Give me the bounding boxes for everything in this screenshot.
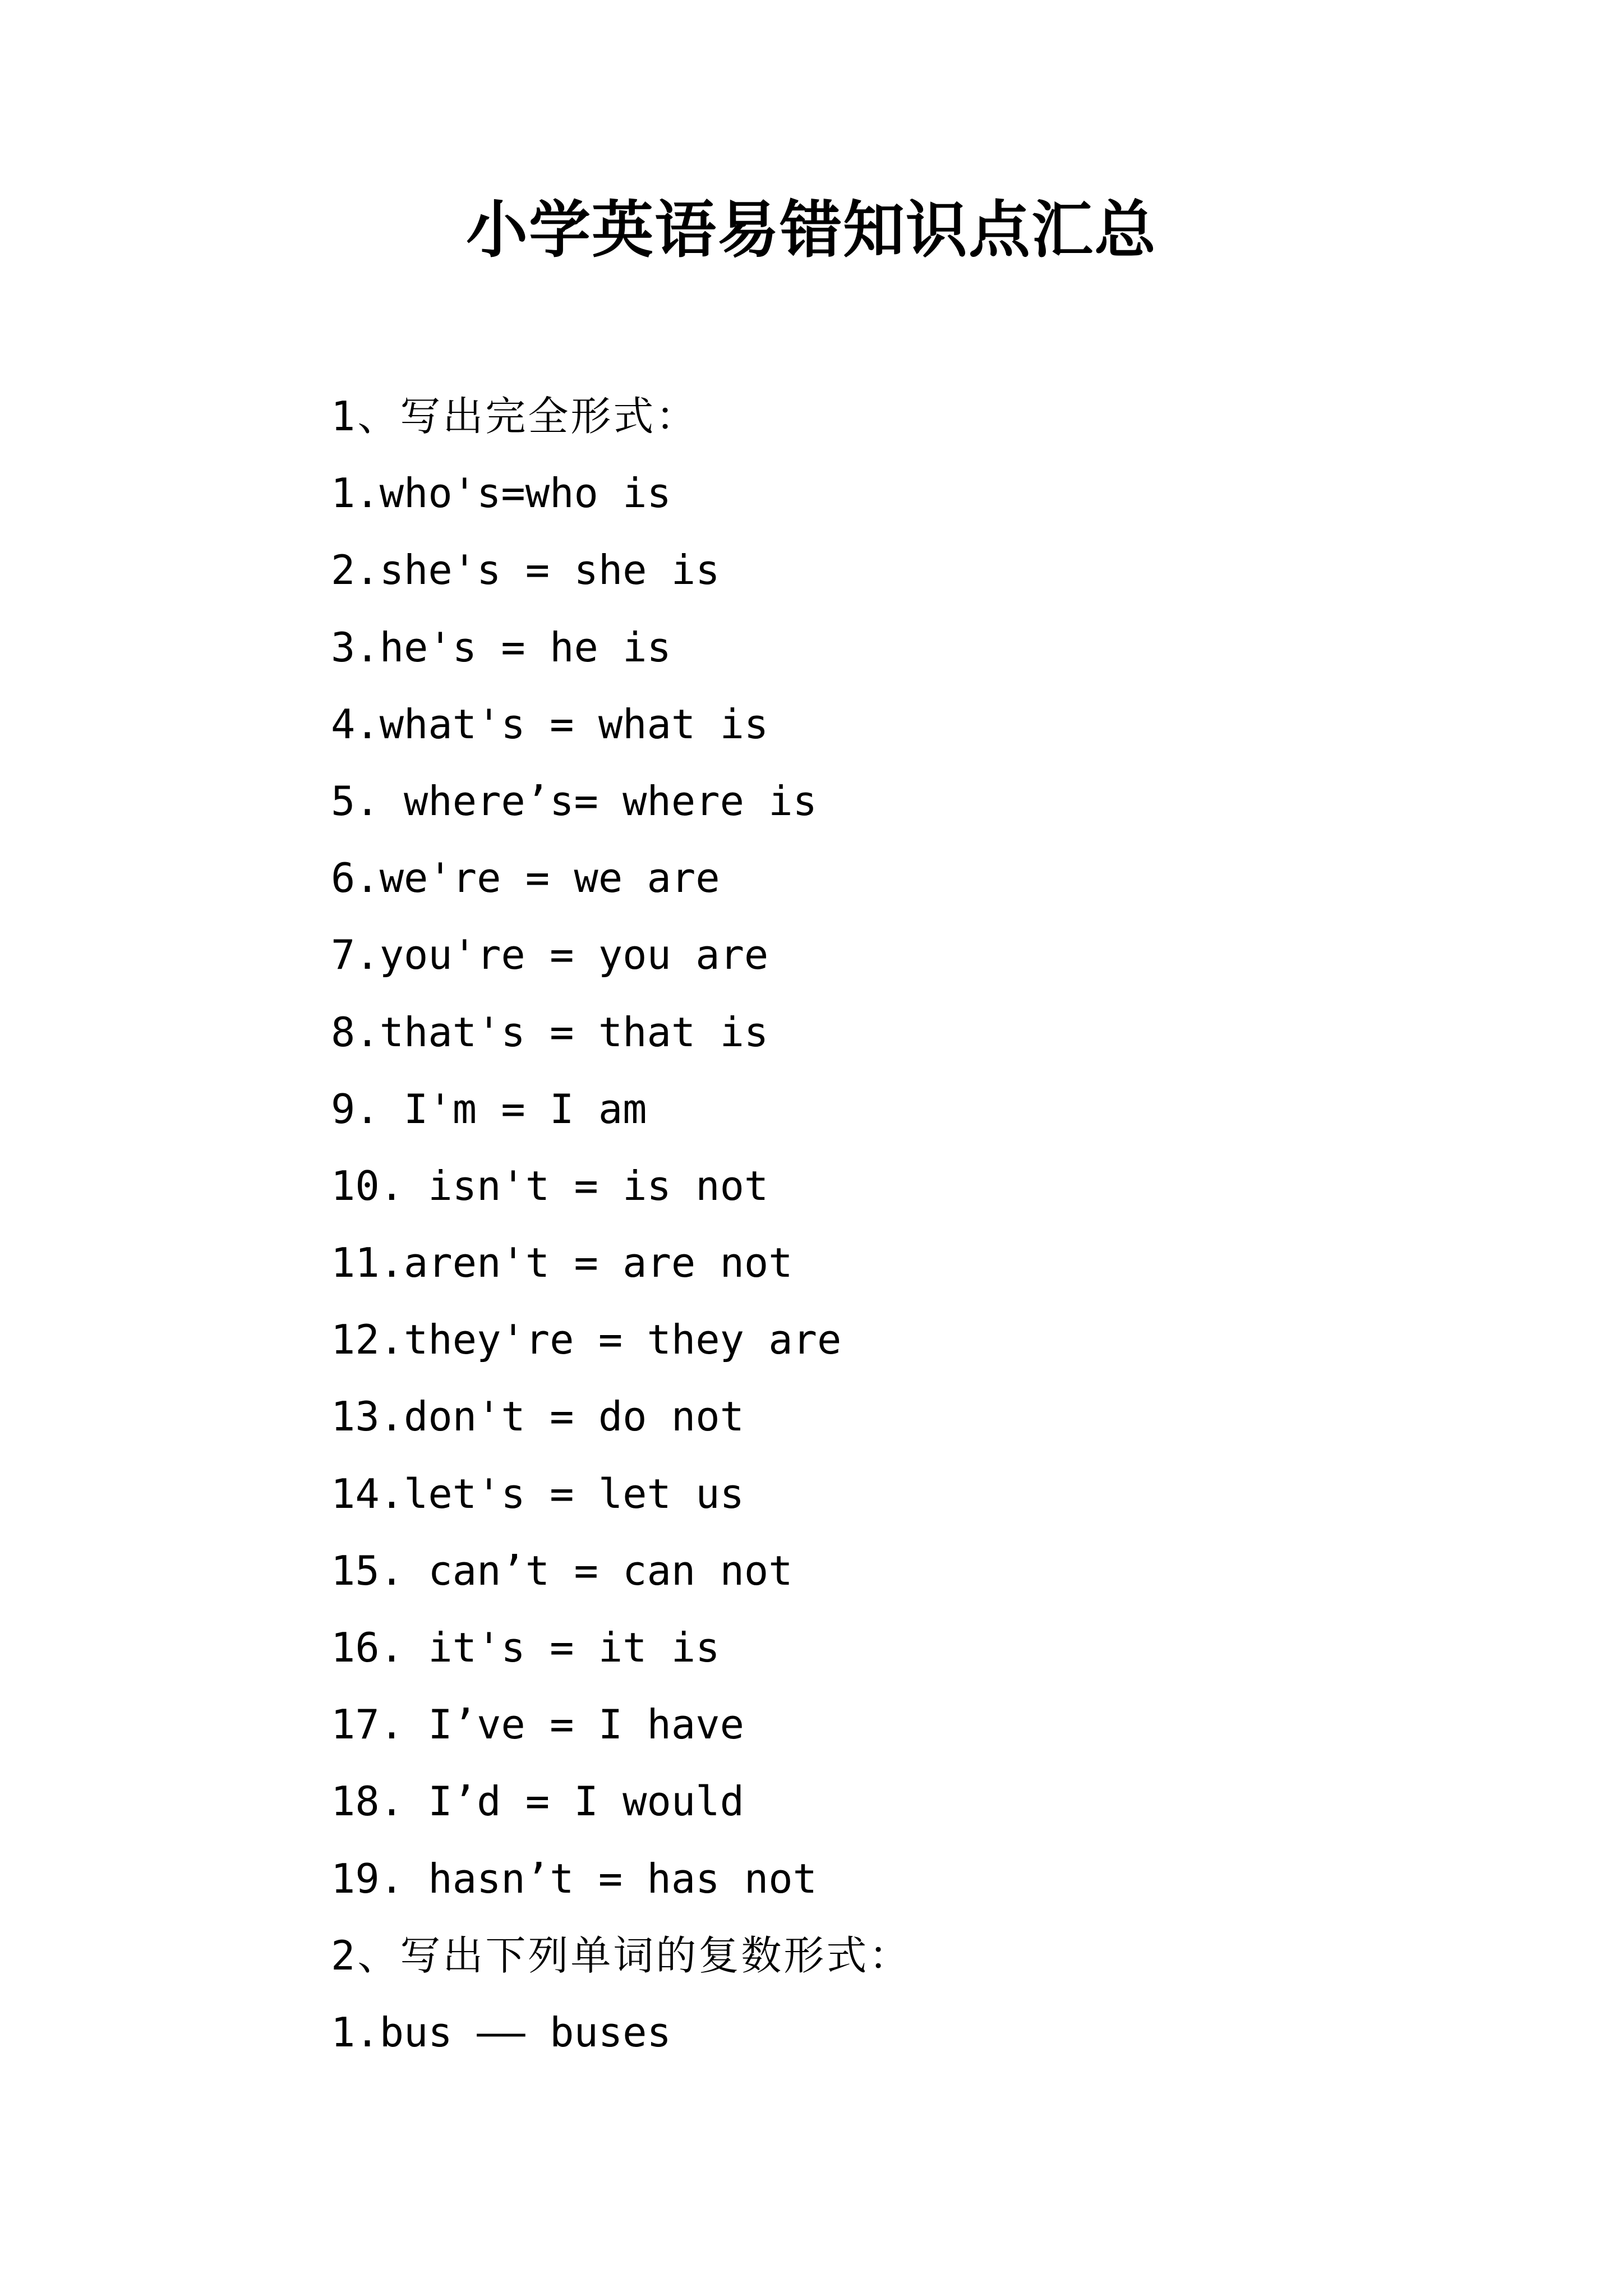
list-item: 18. I’d = I would — [331, 1778, 744, 1825]
list-item: 16. it's = it is — [331, 1624, 720, 1671]
list-item: 6.we're = we are — [331, 854, 720, 902]
list-item: 12.they're = they are — [331, 1316, 842, 1364]
list-item: 13.don't = do not — [331, 1393, 744, 1441]
section-heading: 2、写出下列单词的复数形式： — [331, 1931, 912, 1979]
list-item: 19. hasn’t = has not — [331, 1855, 817, 1902]
list-item: 15. can’t = can not — [331, 1547, 793, 1594]
content-lines — [331, 378, 1565, 2071]
list-item: 17. I’ve = I have — [331, 1701, 744, 1749]
list-item: 1.bus —— buses — [331, 2008, 671, 2056]
list-item: 4.what's = what is — [331, 700, 769, 748]
section-heading: 1、写出完全形式： — [331, 393, 699, 440]
list-item: 9. I'm = I am — [331, 1085, 647, 1133]
list-item: 8.that's = that is — [331, 1008, 769, 1056]
list-item: 5. where’s= where is — [331, 777, 817, 825]
list-item: 10. isn't = is not — [331, 1162, 769, 1209]
list-item: 3.he's = he is — [331, 623, 671, 671]
list-item: 11.aren't = are not — [331, 1239, 793, 1287]
list-item: 7.you're = you are — [331, 931, 769, 979]
list-item: 14.let's = let us — [331, 1470, 744, 1517]
list-item: 1.who's=who is — [331, 470, 671, 517]
list-item: 2.she's = she is — [331, 546, 720, 594]
page-title: 小学英语易错知识点汇总 — [466, 194, 1157, 266]
